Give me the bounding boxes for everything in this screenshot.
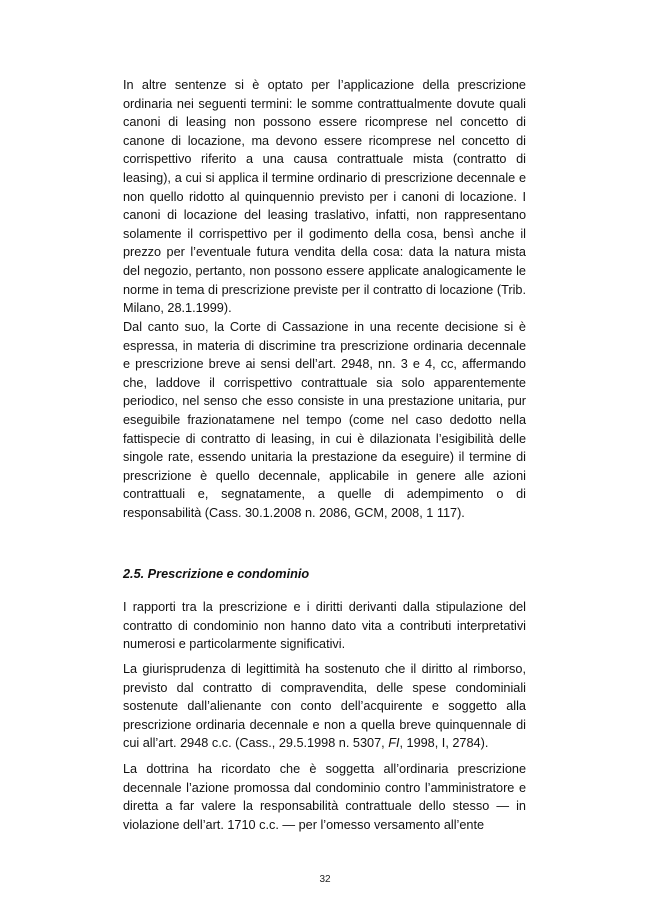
paragraph-cassazione-decision: Dal canto suo, la Corte di Cassazione in una recente decisione si è espressa, in materia di discrimine tra prescrizione ordinaria decennale e prescrizione breve ai sensi dell’art. 2948, nn. 3 e 4, cc, affermando che, laddove il corrispettivo contrattuale sia solo apparentemente periodico, nel senso che esso consiste in una prestazione unitaria, pur eseguibile frazionatamene nel tempo (come nel caso dedotto nella fattispecie di contratto di leasing, in cui è dilazionata l’esigibilità delle singole rate, essendo unitaria la prestazione da eseguire) il termine di prescrizione è quello decennale, applicabile in genere alle azioni contrattuali e, segnatamente, a quelle di adempimento o di responsabilità (Cass. 30.1.2008 n. 2086, GCM, 2008, 1 117). <box>123 320 526 520</box>
section-heading: 2.5. Prescrizione e condominio <box>123 567 310 581</box>
journal-abbreviation: FI <box>388 736 400 751</box>
paragraph-dottrina: La dottrina ha ricordato che è soggetta all’ordinaria prescrizione decennale l’azione promossa dal condominio contro l’amministratore e diretta a far valere la responsabilità contrattuale dello stesso — in violazione dell’art. 1710 c.c. — per l’omesso versamento all’ente <box>123 762 526 832</box>
paragraph-text-end: , 1998, I, 2784). <box>399 736 489 751</box>
page-number: 32 <box>319 874 331 885</box>
paragraph-leasing-prescription: In altre sentenze si è optato per l’applicazione della prescrizione ordinaria nei seguenti termini: le somme contrattualmente dovute quali canoni di leasing non possono essere ricomprese nel concetto di canone di locazione, ma devono essere ricomprese nel concetto di corrispettivo riferito a una causa contrattuale mista (contratto di leasing), a cui si applica il termine ordinario di prescrizione decennale e non quello ridotto al quinquennio previsto per i canoni di locazione. I canoni di locazione del leasing traslativo, infatti, non rappresentano solamente il corrispettivo per il godimento della cosa, bensì anche il prezzo per l’eventuale futura vendita della cosa: data la natura mista del negozio, pertanto, non possono essere applicate analogicamente le norme in tema di prescrizione previste per il contratto di locazione (Trib. Milano, 28.1.1999). <box>123 78 526 316</box>
paragraph-giurisprudenza <box>123 660 526 753</box>
paragraph-condominio-intro: I rapporti tra la prescrizione e i diritti derivanti dalla stipulazione del contratto di condominio non hanno dato vita a contributi interpretativi numerosi e particolarmente significativi. <box>123 600 526 652</box>
paragraph-text: La giurisprudenza di legittimità ha sostenuto che il diritto al rimborso, previsto dal contratto di compravendita, delle spese condominiali sostenute dall’alienante con conto dell’acquirente e soggetto alla prescrizione ordinaria decennale e non a quella breve quinquennale di cui all’art. 2948 c.c. (Cass., 29.5.1998 n. 5307, <box>123 662 526 751</box>
